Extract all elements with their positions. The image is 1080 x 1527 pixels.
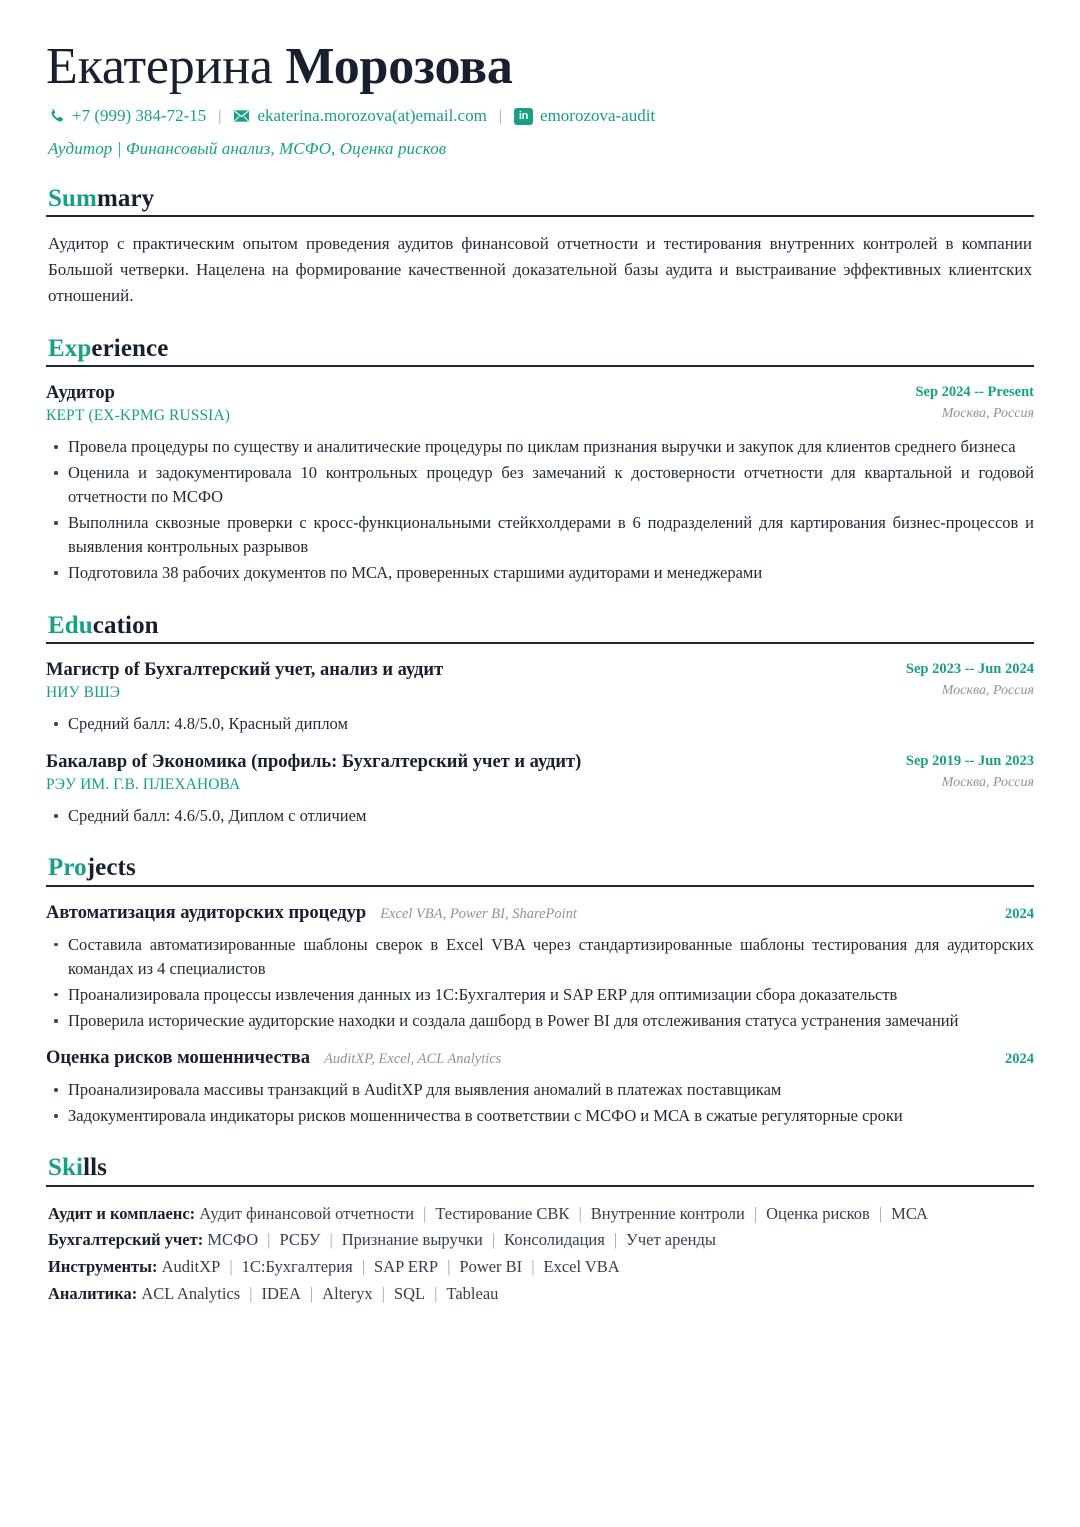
envelope-icon bbox=[233, 108, 250, 125]
skill-item: SQL bbox=[393, 1283, 426, 1303]
job-location: Москва, Россия bbox=[941, 405, 1034, 421]
contact-email[interactable] bbox=[233, 106, 486, 126]
project-entry bbox=[46, 901, 1034, 1033]
contact-phone[interactable] bbox=[48, 106, 206, 126]
skill-separator: | bbox=[613, 1230, 618, 1250]
skill-separator: | bbox=[249, 1283, 253, 1303]
project-entry bbox=[46, 1046, 1034, 1128]
list-item: Провела процедуры по существу и аналитические процедуры по циклам признания выручки и закупок для клиентов среднего бизнеса bbox=[46, 435, 1034, 459]
education-bullet-list bbox=[46, 804, 1034, 828]
section-title-accent: Edu bbox=[48, 611, 93, 639]
experience-entry-header bbox=[46, 381, 1034, 427]
section-title-education bbox=[46, 612, 1034, 645]
skill-item: МСА bbox=[891, 1203, 928, 1223]
degree-dates: Sep 2019 -- Jun 2023 bbox=[905, 753, 1034, 770]
skill-values bbox=[207, 1230, 716, 1249]
project-title: Оценка рисков мошенничества bbox=[46, 1048, 310, 1068]
skill-separator: | bbox=[578, 1203, 582, 1223]
section-title-summary bbox=[46, 185, 1034, 218]
experience-entry bbox=[46, 381, 1034, 585]
skill-category-label: Бухгалтерский учет: bbox=[48, 1230, 204, 1250]
skill-separator: | bbox=[878, 1203, 883, 1223]
degree-title: Магистр of Бухгалтерский учет, анализ и аудит bbox=[46, 660, 444, 681]
skill-item: Power BI bbox=[459, 1257, 523, 1277]
skills-list bbox=[46, 1201, 1034, 1308]
job-bullet-list bbox=[46, 435, 1034, 585]
summary-text: Аудитор с практическим опытом проведения аудитов финансовой отчетности и тестирования внутренних контролей в компании Большой четверки. Нацелена на формирование качественной доказательной базы аудита и выстраивание эффективных клиентских отношений. bbox=[48, 234, 1032, 305]
section-title-rest: erience bbox=[91, 334, 169, 362]
skill-row bbox=[48, 1254, 1034, 1281]
phone-icon bbox=[48, 108, 65, 125]
skill-values bbox=[162, 1257, 620, 1276]
skill-values bbox=[199, 1204, 928, 1223]
skill-category-label: Аналитика: bbox=[48, 1283, 138, 1303]
skill-item: Внутренние контроли bbox=[590, 1203, 745, 1223]
education-entry bbox=[46, 658, 1034, 736]
job-title: Аудитор bbox=[46, 383, 115, 404]
project-year: 2024 bbox=[1005, 905, 1034, 922]
last-name: Морозова bbox=[285, 38, 513, 95]
project-entry-header bbox=[46, 901, 1034, 925]
skill-item: МСФО bbox=[207, 1230, 259, 1250]
section-projects bbox=[46, 854, 1034, 1128]
education-entry bbox=[46, 750, 1034, 828]
skill-separator: | bbox=[447, 1257, 451, 1277]
skill-row bbox=[48, 1201, 1034, 1228]
project-year: 2024 bbox=[1005, 1051, 1034, 1067]
list-item: Проанализировала массивы транзакций в AuditXP для выявления аномалий в платежах поставщикам bbox=[46, 1078, 1034, 1102]
degree-title: Бакалавр of Экономика (профиль: Бухгалтерский учет и аудит) bbox=[46, 752, 582, 773]
skill-item: РСБУ bbox=[279, 1230, 321, 1250]
skill-separator: | bbox=[309, 1283, 314, 1303]
linkedin-text: emorozova-audit bbox=[540, 106, 656, 126]
school-location: Москва, Россия bbox=[941, 774, 1034, 790]
skill-item: 1C:Бухгалтерия bbox=[241, 1257, 353, 1277]
section-title-accent: Ski bbox=[48, 1154, 84, 1182]
project-title: Автоматизация аудиторских процедур bbox=[46, 902, 367, 923]
skill-item: Аудит финансовой отчетности bbox=[199, 1203, 415, 1223]
skill-separator: | bbox=[491, 1230, 496, 1250]
section-title-experience bbox=[46, 335, 1034, 368]
skill-item: AuditXP bbox=[161, 1257, 221, 1277]
skill-item: ACL Analytics bbox=[141, 1283, 241, 1303]
project-tech-stack: Excel VBA, Power BI, SharePoint bbox=[380, 905, 577, 922]
contact-line bbox=[48, 106, 1034, 126]
section-title-projects bbox=[46, 854, 1034, 887]
list-item: Проверила исторические аудиторские находки и создала дашборд в Power BI для отслеживания статуса устранения замечаний bbox=[46, 1009, 1034, 1033]
section-title-rest: cation bbox=[92, 611, 159, 639]
skill-category-label: Инструменты: bbox=[48, 1257, 158, 1277]
list-item: Задокументировала индикаторы рисков мошенничества в соответствии с МСФО и МСА в сжатые регуляторные сроки bbox=[46, 1104, 1034, 1128]
skill-item: IDEA bbox=[261, 1283, 301, 1303]
skill-separator: | bbox=[381, 1283, 385, 1303]
first-name: Екатерина bbox=[46, 38, 273, 95]
skill-separator: | bbox=[229, 1257, 233, 1277]
school-location: Москва, Россия bbox=[941, 682, 1034, 698]
section-education bbox=[46, 612, 1034, 829]
skill-row bbox=[48, 1227, 1034, 1254]
skill-item: Признание выручки bbox=[341, 1230, 483, 1250]
skill-item: Excel VBA bbox=[543, 1257, 620, 1277]
list-item: Подготовила 38 рабочих документов по МСА, проверенных старшими аудиторами и менеджерами bbox=[46, 561, 1034, 585]
skill-separator: | bbox=[423, 1203, 427, 1223]
list-item: Оценила и задокументировала 10 контрольных процедур без замечаний к достоверности отчетности для квартальной и годовой отчетности по МСФО bbox=[46, 461, 1034, 509]
skill-separator: | bbox=[361, 1257, 366, 1277]
section-title-skills bbox=[46, 1154, 1034, 1187]
email-text: ekaterina.morozova(at)email.com bbox=[257, 106, 487, 126]
section-title-accent: Sum bbox=[48, 184, 97, 212]
section-skills bbox=[46, 1154, 1034, 1307]
section-experience bbox=[46, 335, 1034, 586]
school-name: РЭУ ИМ. Г.В. ПЛЕХАНОВА bbox=[46, 776, 241, 794]
skill-item: Консолидация bbox=[504, 1230, 605, 1250]
section-title-accent: Pro bbox=[48, 854, 87, 882]
section-summary bbox=[46, 185, 1034, 309]
skill-category-label: Аудит и комплаенс: bbox=[48, 1203, 196, 1223]
project-bullet-list bbox=[46, 1078, 1034, 1128]
section-title-rest: lls bbox=[83, 1154, 107, 1182]
list-item: Выполнила сквозные проверки с кросс-функциональными стейкхолдерами в 6 подразделений для картирования бизнес-процессов и выявления контрольных разрывов bbox=[46, 511, 1034, 559]
phone-text: +7 (999) 384-72-15 bbox=[72, 106, 207, 126]
skill-item: Alteryx bbox=[322, 1283, 373, 1303]
list-item: Проанализировала процессы извлечения данных из 1C:Бухгалтерия и SAP ERP для оптимизации сбора доказательств bbox=[46, 983, 1034, 1007]
skill-item: SAP ERP bbox=[374, 1257, 439, 1277]
education-bullet-list bbox=[46, 712, 1034, 736]
section-title-rest: mary bbox=[96, 184, 155, 212]
company-name: КЕРТ (EX-KPMG RUSSIA) bbox=[46, 407, 230, 425]
education-entry-header bbox=[46, 750, 1034, 796]
skill-values bbox=[141, 1284, 498, 1303]
skill-item: Тестирование СВК bbox=[435, 1203, 570, 1223]
skill-item: Tableau bbox=[446, 1283, 499, 1303]
skill-separator: | bbox=[434, 1283, 438, 1303]
section-title-rest: jects bbox=[86, 854, 136, 882]
education-entry-header bbox=[46, 658, 1034, 704]
skill-separator: | bbox=[753, 1203, 758, 1223]
project-entry-header bbox=[46, 1046, 1034, 1070]
contact-separator-2: | bbox=[498, 107, 503, 125]
list-item: Составила автоматизированные шаблоны сверок в Excel VBA через стандартизированные шаблоны тестирования для аудиторских командах из 4 специалистов bbox=[46, 933, 1034, 981]
contact-linkedin[interactable] bbox=[514, 106, 655, 126]
job-dates: Sep 2024 -- Present bbox=[915, 384, 1034, 401]
skill-separator: | bbox=[329, 1230, 333, 1250]
skill-separator: | bbox=[267, 1230, 271, 1250]
contact-separator-1: | bbox=[218, 107, 222, 125]
resume-header bbox=[46, 38, 1034, 159]
school-name: НИУ ВШЭ bbox=[46, 684, 121, 702]
candidate-name bbox=[46, 38, 1034, 96]
linkedin-icon: in bbox=[514, 108, 533, 125]
skill-row bbox=[48, 1281, 1034, 1308]
skill-separator: | bbox=[531, 1257, 535, 1277]
degree-dates: Sep 2023 -- Jun 2024 bbox=[905, 661, 1034, 678]
project-bullet-list bbox=[46, 933, 1034, 1033]
list-item: Средний балл: 4.8/5.0, Красный диплом bbox=[46, 712, 1034, 736]
skill-item: Оценка рисков bbox=[766, 1203, 870, 1223]
list-item: Средний балл: 4.6/5.0, Диплом с отличием bbox=[46, 804, 1034, 828]
section-title-accent: Exp bbox=[48, 334, 92, 362]
professional-headline: Аудитор | Финансовый анализ, МСФО, Оценка рисков bbox=[48, 138, 447, 158]
skill-item: Учет аренды bbox=[626, 1230, 716, 1250]
project-tech-stack: AuditXP, Excel, ACL Analytics bbox=[323, 1051, 502, 1067]
